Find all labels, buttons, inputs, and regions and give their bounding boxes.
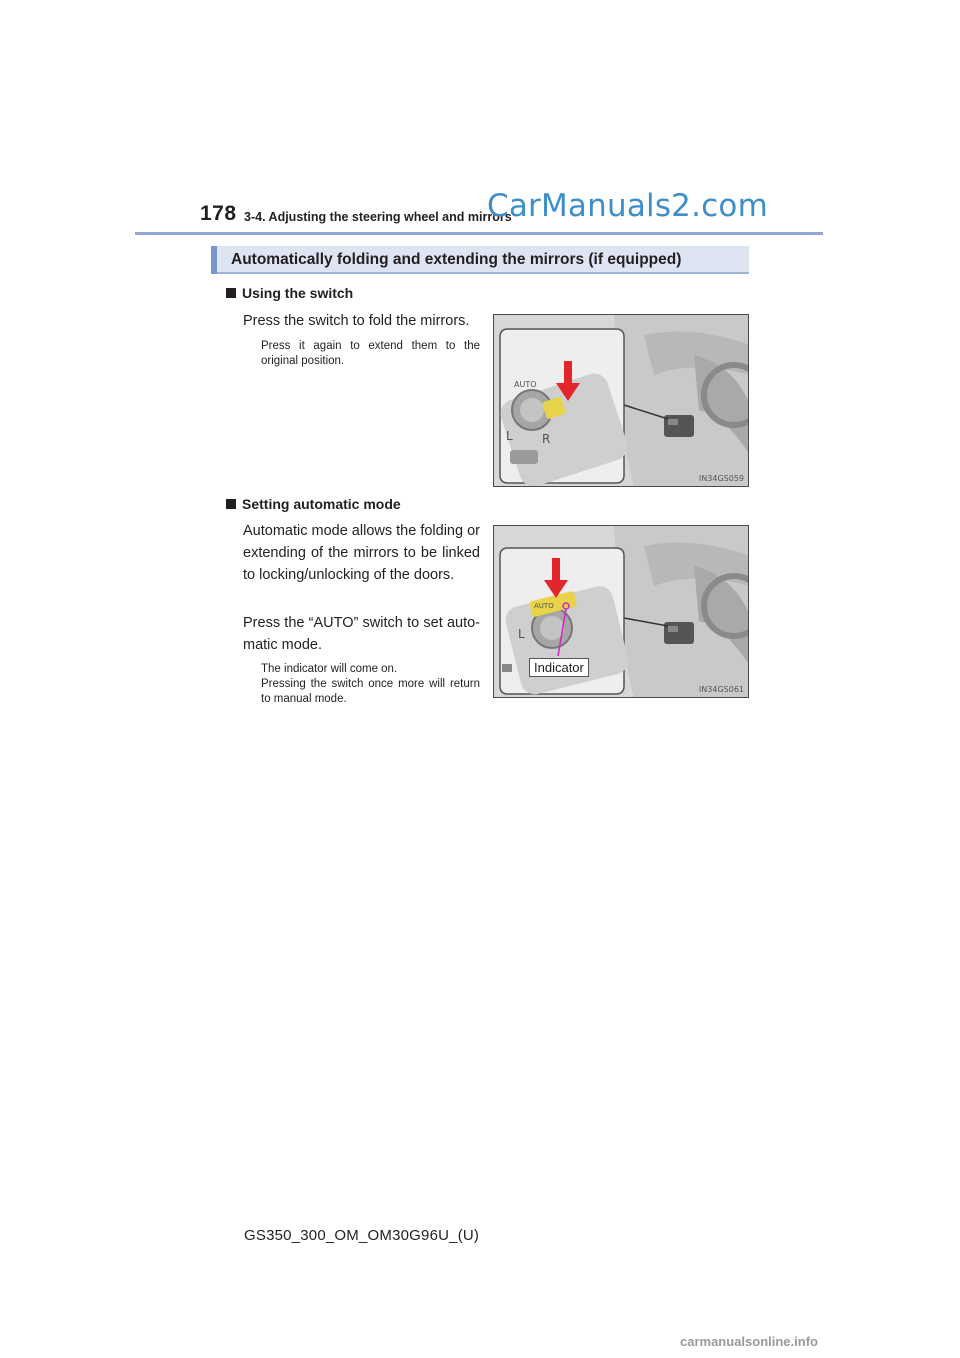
watermark-logo: CarManuals2.com xyxy=(487,188,768,224)
step-press-auto-switch: Press the “AUTO” switch to set auto-matic mode. xyxy=(243,615,480,653)
square-bullet-icon xyxy=(226,499,236,509)
note-return-manual: Pressing the switch once more will return to manual mode. xyxy=(261,678,480,705)
svg-text:L: L xyxy=(518,627,525,641)
figure-mirror-fold-switch xyxy=(493,314,749,487)
figure-code: IN34GS061 xyxy=(698,685,744,694)
svg-text:AUTO: AUTO xyxy=(534,602,554,610)
figure-auto-switch-indicator xyxy=(493,525,749,698)
step-fold-mirrors: Press the switch to fold the mirrors. xyxy=(243,313,470,329)
page-number: 178 xyxy=(200,202,237,225)
subheading-text: Setting automatic mode xyxy=(242,496,401,512)
figure-code: IN34GS059 xyxy=(698,474,744,483)
topic-banner xyxy=(211,246,749,274)
svg-text:R: R xyxy=(542,432,551,446)
subheading-automatic-mode xyxy=(226,496,401,512)
square-bullet-icon xyxy=(226,288,236,298)
manual-code: GS350_300_OM_OM30G96U_(U) xyxy=(244,1227,480,1244)
section-title: 3-4. Adjusting the steering wheel and mirrors xyxy=(244,210,512,224)
step-automatic-mode-description: Automatic mode allows the folding or extending of the mirrors to be linked to locking/unlocking of the doors. xyxy=(243,523,480,583)
subheading-text: Using the switch xyxy=(242,285,354,301)
banner-underline xyxy=(217,272,749,274)
note-extend-mirrors: Press it again to extend them to the original position. xyxy=(261,340,480,367)
svg-text:AUTO: AUTO xyxy=(514,380,537,389)
header-rule xyxy=(135,232,823,235)
svg-text:L: L xyxy=(506,429,513,443)
note-indicator-on: The indicator will come on. xyxy=(261,663,398,675)
banner-title: Automatically folding and extending the mirrors (if equipped) xyxy=(231,251,682,268)
indicator-callout-label: Indicator xyxy=(529,658,589,677)
footer-watermark: carmanualsonline.info xyxy=(680,1334,818,1349)
mirror-switch-illustration xyxy=(494,315,749,487)
subheading-using-switch xyxy=(226,285,353,301)
